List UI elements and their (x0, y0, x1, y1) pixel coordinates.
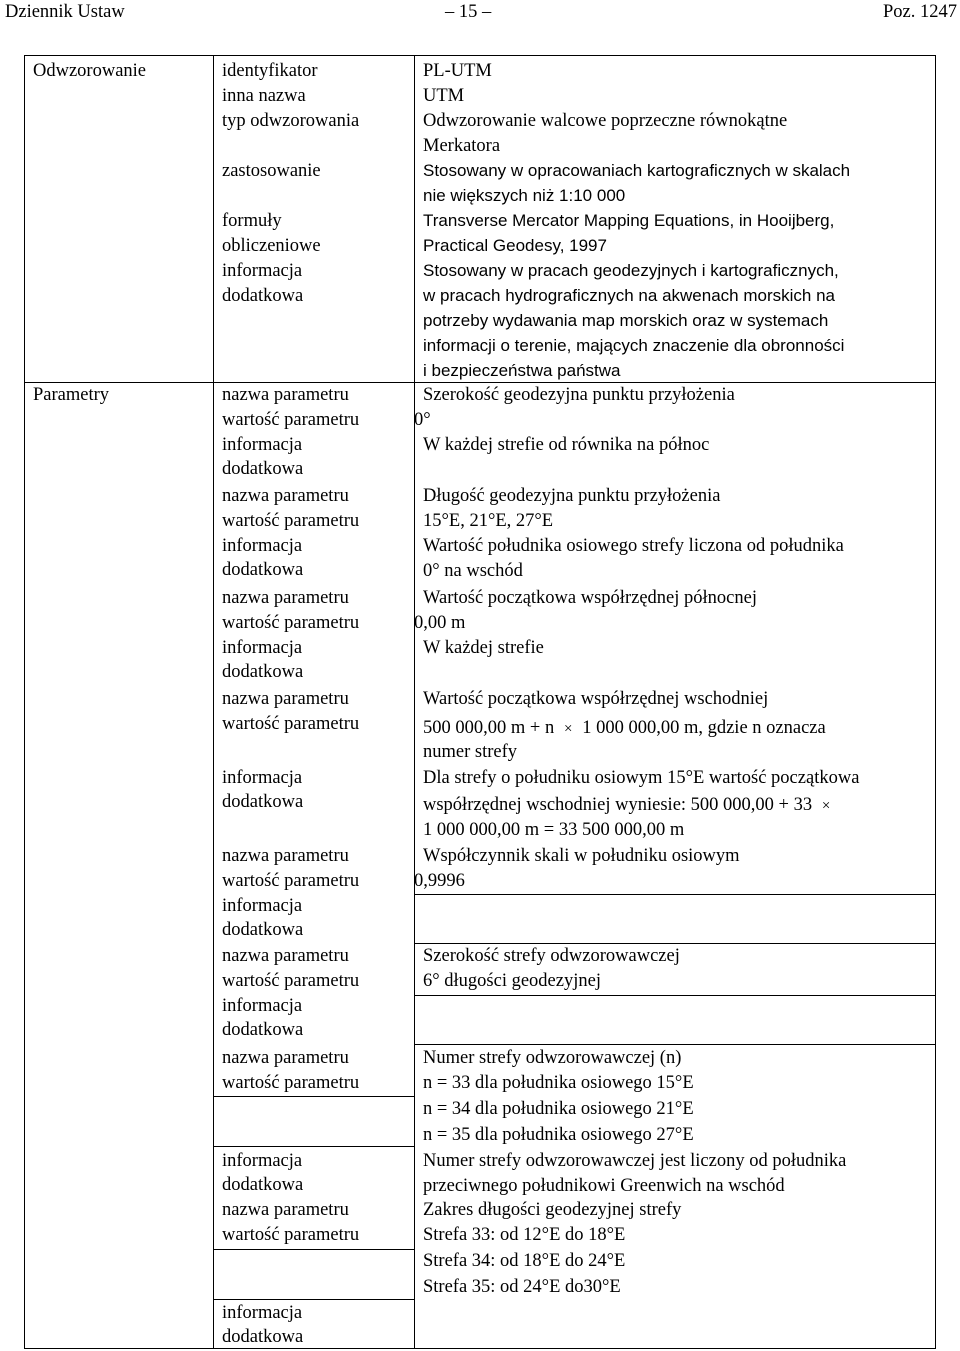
projection-label: formuły (222, 211, 282, 231)
param-value: Strefa 33: od 12°E do 18°E (423, 1225, 626, 1245)
projection-value: i bezpieczeństwa państwa (423, 361, 621, 380)
param-info-label: informacja (222, 1303, 303, 1323)
empty-info-box-bottom (414, 943, 935, 944)
param-info: 1 000 000,00 m = 33 500 000,00 m (423, 820, 685, 840)
projection-value: Transverse Mercator Mapping Equations, in Hooijberg, (423, 211, 835, 230)
page-number: – 15 – (445, 2, 492, 22)
param-name-label: nazwa parametru (222, 588, 349, 608)
projection-label: identyfikator (222, 61, 318, 81)
projection-value: nie większych niż 1:10 000 (423, 186, 626, 205)
position-number: Poz. 1247 (883, 2, 957, 22)
param-value: 0,9996 (414, 871, 465, 891)
projection-value: Odwzorowanie walcowe poprzeczne równokątne (423, 111, 788, 131)
param-value: n = 33 dla południka osiowego 15°E (423, 1073, 694, 1093)
param-name-value: Numer strefy odwzorowawczej (n) (423, 1048, 682, 1068)
param-info: przeciwnego południkowi Greenwich na wschód (423, 1176, 785, 1196)
param-info-label: dodatkowa (222, 920, 304, 940)
journal-title: Dziennik Ustaw (5, 2, 125, 22)
param-info-label: informacja (222, 435, 303, 455)
projection-label: typ odwzorowania (222, 111, 360, 131)
param-name-label: nazwa parametru (222, 1048, 349, 1068)
projection-value: informacji o terenie, mających znaczenie dla obronności (423, 336, 845, 355)
param-value: n = 34 dla południka osiowego 21°E (423, 1099, 694, 1119)
param-info-label: informacja (222, 1151, 303, 1171)
param-value: Strefa 35: od 24°E do30°E (423, 1277, 621, 1297)
param-value-label: wartość parametru (222, 1073, 360, 1093)
multiply-sign: × (821, 798, 831, 814)
empty-info-box-top (414, 894, 935, 895)
projection-value: Practical Geodesy, 1997 (423, 236, 607, 255)
param-name-value: Szerokość strefy odwzorowawczej (423, 946, 680, 966)
param-value-label: wartość parametru (222, 871, 360, 891)
section-label-projection: Odwzorowanie (33, 61, 147, 81)
param-name-value: Zakres długości geodezyjnej strefy (423, 1200, 682, 1220)
projection-table (24, 55, 936, 1349)
param-info-label: dodatkowa (222, 560, 304, 580)
param-value (423, 716, 826, 742)
param-info-label: dodatkowa (222, 662, 304, 682)
param-info-label: dodatkowa (222, 1175, 304, 1195)
param-value-label: wartość parametru (222, 971, 360, 991)
param-info-label: informacja (222, 896, 303, 916)
param-name-label: nazwa parametru (222, 385, 349, 405)
projection-label: zastosowanie (222, 161, 321, 181)
projection-label: dodatkowa (222, 286, 304, 306)
param-info-label: dodatkowa (222, 792, 304, 812)
param-info (423, 793, 840, 819)
param-name-value: Wartość początkowa współrzędnej północnej (423, 588, 757, 608)
param-name-label: nazwa parametru (222, 1200, 349, 1220)
section-label-parameters: Parametry (33, 385, 110, 405)
param-info-label: dodatkowa (222, 459, 304, 479)
param-info-label: informacja (222, 638, 303, 658)
param-name-label: nazwa parametru (222, 689, 349, 709)
projection-label: inna nazwa (222, 86, 306, 106)
empty-label-box-bottom (213, 1146, 414, 1147)
param-name-value: Szerokość geodezyjna punktu przyłożenia (423, 385, 735, 405)
param-value-label: wartość parametru (222, 1225, 360, 1245)
param-value: n = 35 dla południka osiowego 27°E (423, 1125, 694, 1145)
projection-value: UTM (423, 86, 465, 106)
empty-info-box-top (414, 995, 935, 996)
projection-value: Merkatora (423, 136, 501, 156)
param-info-label: informacja (222, 996, 303, 1016)
empty-label-box-top (213, 1096, 414, 1097)
column-divider-2 (414, 56, 415, 1348)
param-name-label: nazwa parametru (222, 846, 349, 866)
param-value-label: wartość parametru (222, 410, 360, 430)
projection-value: w pracach hydrograficznych na akwenach morskich na (423, 286, 835, 305)
projection-value: Stosowany w opracowaniach kartograficznych w skalach (423, 161, 851, 180)
param-name-label: nazwa parametru (222, 946, 349, 966)
param-value: numer strefy (423, 742, 518, 762)
param-info: W każdej strefie (423, 638, 544, 658)
param-value: Strefa 34: od 18°E do 24°E (423, 1251, 626, 1271)
param-info: Dla strefy o południku osiowym 15°E wartość początkowa (423, 768, 860, 788)
param-value: 6° długości geodezyjnej (423, 971, 601, 991)
param-value: 15°E, 21°E, 27°E (423, 511, 554, 531)
param-value-label: wartość parametru (222, 511, 360, 531)
empty-label-box-top (213, 1249, 414, 1250)
param-value: 0° (414, 410, 431, 430)
projection-label: obliczeniowe (222, 236, 321, 256)
projection-value: Stosowany w pracach geodezyjnych i kartograficznych, (423, 261, 839, 280)
param-info: 0° na wschód (423, 561, 523, 581)
param-info: Numer strefy odwzorowawczej jest liczony od południka (423, 1151, 847, 1171)
param-value-part: 500 000,00 m + n (423, 718, 555, 738)
empty-label-box-bottom (213, 1299, 414, 1300)
param-value-label: wartość parametru (222, 714, 360, 734)
column-divider-1 (213, 56, 214, 1348)
param-info: Wartość południka osiowego strefy liczona od południka (423, 536, 844, 556)
param-name-value: Współczynnik skali w południku osiowym (423, 846, 740, 866)
param-name-value: Długość geodezyjna punktu przyłożenia (423, 486, 721, 506)
empty-info-box-bottom (414, 1044, 935, 1045)
param-name-value: Wartość początkowa współrzędnej wschodniej (423, 689, 769, 709)
param-info-label: dodatkowa (222, 1327, 304, 1347)
param-info-label: informacja (222, 536, 303, 556)
param-value: 0,00 m (414, 613, 466, 633)
param-info-label: dodatkowa (222, 1020, 304, 1040)
param-info-label: informacja (222, 768, 303, 788)
projection-value: PL-UTM (423, 61, 492, 81)
param-value-part: 1 000 000,00 m, gdzie n oznacza (582, 718, 826, 738)
projection-label: informacja (222, 261, 303, 281)
param-info: W każdej strefie od równika na północ (423, 435, 710, 455)
param-info-part: współrzędnej wschodniej wyniesie: 500 000,00 + 33 (423, 795, 813, 815)
projection-value: potrzeby wydawania map morskich oraz w systemach (423, 311, 829, 330)
param-value-label: wartość parametru (222, 613, 360, 633)
param-name-label: nazwa parametru (222, 486, 349, 506)
multiply-sign: × (563, 721, 573, 737)
